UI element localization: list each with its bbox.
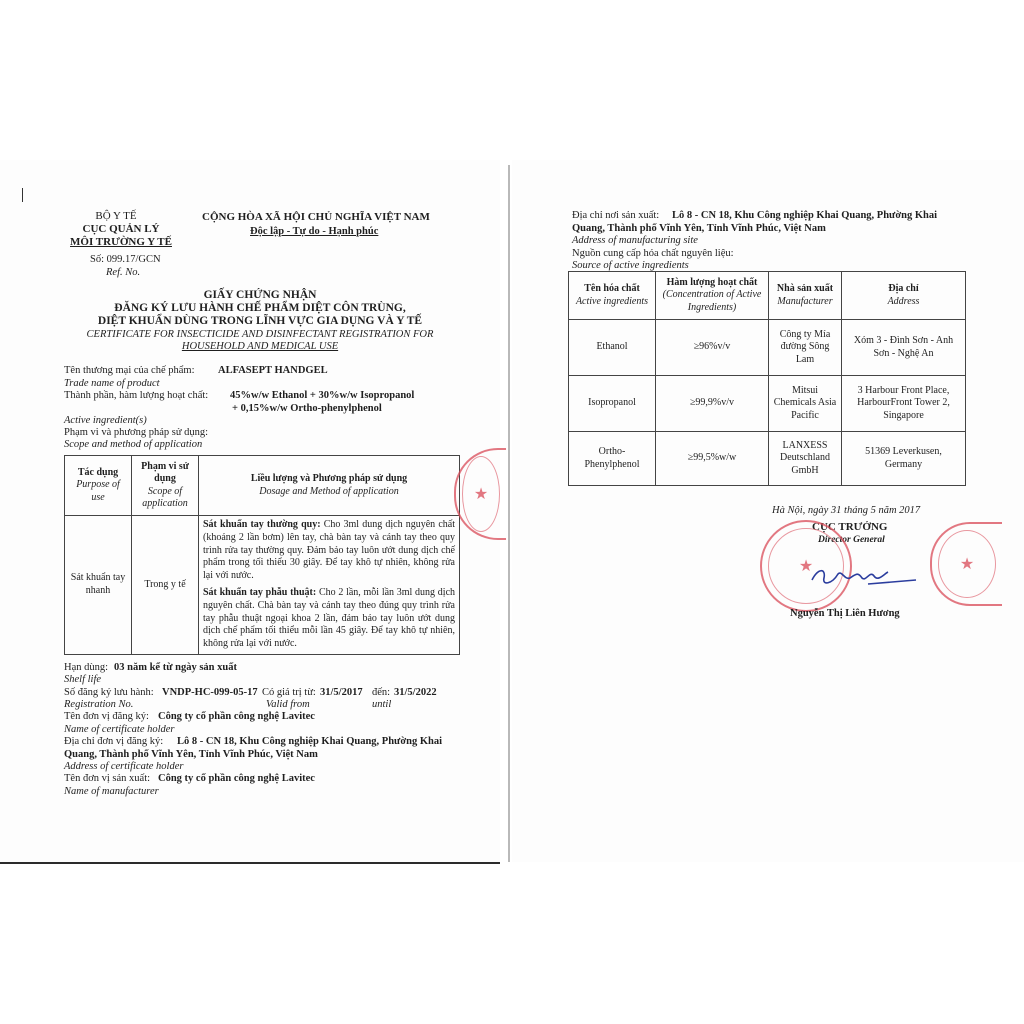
scan-edge-mark (22, 188, 23, 202)
registration-number: VNDP-HC-099-05-17 (162, 687, 258, 698)
holder-address: Lô 8 - CN 18, Khu Công nghiệp Khai Quang, Phường Khai (177, 736, 443, 747)
header-concentration-en: (Concentration of Active Ingredients) (662, 289, 762, 313)
table-header-cell (842, 272, 966, 320)
table-header-cell (656, 272, 769, 320)
reference-number: Số: 099.17/GCN (90, 254, 161, 265)
certificate-title-en: CERTIFICATE FOR INSECTICIDE AND DISINFECTANT REGISTRATION FOR (86, 329, 434, 340)
source-en: Source of active ingredients (572, 260, 689, 271)
trade-name-label: Tên thương mại của chế phẩm: (64, 365, 195, 376)
purpose-header-en: Purpose of use (76, 479, 120, 503)
header-manufacturer-en: Manufacturer (777, 295, 833, 307)
certificate-title-en-line-2: HOUSEHOLD AND MEDICAL USE (181, 341, 339, 352)
certificate-title-line-2: ĐĂNG KÝ LƯU HÀNH CHẾ PHẨM DIỆT CÔN TRÙNG, (114, 302, 406, 314)
header-ingredient-en: Active ingredients (575, 295, 649, 307)
valid-from-en: Valid from (266, 699, 310, 710)
ingredients-value-line-2: + 0,15%w/w Ortho-phenylphenol (232, 403, 382, 414)
ingredient-address: 3 Harbour Front Place, HarbourFront Tower 2, Singapore (842, 376, 966, 432)
header-manufacturer: Nhà sản xuất (776, 283, 834, 294)
trade-name-value: ALFASEPT HANDGEL (218, 365, 328, 376)
site-address: Lô 8 - CN 18, Khu Công nghiệp Khai Quang, Phường Khai (672, 210, 938, 221)
signer-title: CỤC TRƯỞNG (812, 521, 888, 533)
holder-address-en: Address of certificate holder (64, 761, 184, 772)
ingredient-manufacturer: LANXESS Deutschland GmbH (769, 432, 842, 486)
header-address: Địa chỉ (888, 283, 919, 294)
trade-name-en: Trade name of product (64, 378, 160, 389)
certificate-title: GIẤY CHỨNG NHẬN (203, 289, 317, 301)
manufacturer-value: Công ty cổ phần công nghệ Lavitec (158, 773, 315, 784)
reference-number-en: Ref. No. (106, 267, 141, 278)
header-concentration: Hàm lượng hoạt chất (666, 276, 758, 288)
table-header-cell (199, 456, 460, 516)
purpose-cell: Sát khuẩn tay nhanh (65, 516, 132, 655)
holder-label: Tên đơn vị đăng ký: (64, 711, 149, 722)
shelf-life-value: 03 năm kể từ ngày sản xuất (114, 662, 237, 673)
shelf-life-label: Hạn dùng: (64, 662, 109, 673)
holder-address-line-2: Quang, Thành phố Vĩnh Yên, Tỉnh Vĩnh Phúc, Việt Nam (64, 749, 318, 760)
method-2-title: Sát khuẩn tay phẫu thuật: (203, 586, 317, 598)
ingredient-manufacturer: Công ty Mía đường Sông Lam (769, 320, 842, 376)
method-1-title: Sát khuẩn tay thường quy: (203, 519, 321, 530)
registration-en: Registration No. (64, 699, 134, 710)
ingredient-name: Ortho-Phenylphenol (569, 432, 656, 486)
shelf-life-en: Shelf life (64, 674, 102, 685)
valid-until-en: until (372, 699, 392, 710)
table-row (569, 320, 966, 376)
holder-en: Name of certificate holder (64, 724, 175, 735)
national-motto: Độc lập - Tự do - Hạnh phúc (250, 226, 379, 237)
scope-table (64, 455, 460, 655)
official-seal: ★ (760, 520, 852, 612)
table-header-row (65, 456, 460, 516)
ingredient-source-table (568, 271, 966, 486)
holder-value: Công ty cổ phần công nghệ Lavitec (158, 711, 315, 722)
ingredients-label: Thành phần, hàm lượng hoạt chất: (64, 390, 209, 401)
manufacturer-label: Tên đơn vị sản xuất: (64, 773, 151, 784)
valid-from-date: 31/5/2017 (320, 687, 363, 698)
official-seal-partial: ★ (454, 448, 506, 540)
ingredient-name: Isopropanol (569, 376, 656, 432)
scope-label: Phạm vi và phương pháp sử dụng: (64, 427, 209, 438)
manufacturer-en: Name of manufacturer (64, 786, 159, 797)
department-line-2: MÔI TRƯỜNG Y TẾ (70, 236, 172, 248)
header-address-en: Address (887, 295, 920, 307)
table-row (569, 376, 966, 432)
scope-header: Phạm vi sử dụng (141, 460, 189, 484)
table-header-cell (769, 272, 842, 320)
ingredient-address: Xóm 3 - Đình Sơn - Anh Sơn - Nghệ An (842, 320, 966, 376)
scope-header-en: Scope of application (142, 485, 188, 509)
page-divider (508, 165, 510, 862)
scope-cell: Trong y tế (132, 516, 199, 655)
scope-en: Scope and method of application (64, 439, 203, 450)
signer-title-en: Director General (818, 535, 885, 545)
department-line-1: CỤC QUẢN LÝ (82, 223, 160, 235)
ingredient-name: Ethanol (569, 320, 656, 376)
signer-name: Nguyễn Thị Liên Hương (790, 608, 900, 619)
method-cell (199, 516, 460, 655)
ingredient-concentration: ≥96%v/v (656, 320, 769, 376)
site-address-en: Address of manufacturing site (572, 235, 698, 246)
valid-until-label: đến: (372, 687, 391, 698)
site-label: Địa chỉ nơi sản xuất: (572, 210, 660, 221)
ingredient-address: 51369 Leverkusen, Germany (842, 432, 966, 486)
ingredient-manufacturer: Mitsui Chemicals Asia Pacific (769, 376, 842, 432)
valid-until-date: 31/5/2022 (394, 687, 437, 698)
director-signature (808, 562, 918, 590)
ingredient-concentration: ≥99,5%w/w (656, 432, 769, 486)
purpose-header: Tác dụng (77, 466, 119, 478)
table-header-row (569, 272, 966, 320)
table-row (65, 516, 460, 655)
holder-address-label: Địa chỉ đơn vị đăng ký: (64, 736, 164, 747)
registration-label: Số đăng ký lưu hành: (64, 687, 154, 698)
method-header-en: Dosage and Method of application (259, 485, 399, 497)
official-seal-partial: ★ (930, 522, 1002, 606)
method-1-text: Cho 3ml dung dịch nguyên chất (khoảng 2 lần bơm) lên tay, chà bàn tay và cánh tay theo quy trình rửa tay thường quy. Đảm bảo tay luôn ướt dung dịch chế phẩm trong tối thiểu 30 giây. Để tay khô tự nhiên, không rửa lại với nước. (203, 519, 455, 582)
ingredients-value: 45%w/w Ethanol + 30%w/w Isopropanol (230, 390, 415, 401)
table-header-cell (569, 272, 656, 320)
header-ingredient: Tên hóa chất (584, 283, 640, 294)
method-2-text: Cho 2 lần, mỗi lần 3ml dung dịch nguyên chất. Chà bàn tay và cánh tay theo đúng quy trình rửa tay phẫu thuật ngoại khoa 2 lần, đảm bảo tay luôn ướt dung dịch chế phẩm tối thiểu mỗi lần 45 giây. Để tay khô tự nhiên, không rửa lại với nước. (203, 586, 456, 650)
certificate-title-line-3: DIỆT KHUẨN DÙNG TRONG LĨNH VỰC GIA DỤNG VÀ Y TẾ (97, 315, 423, 327)
table-header-cell (65, 456, 132, 516)
table-row (569, 432, 966, 486)
source-label: Nguồn cung cấp hóa chất nguyên liệu: (572, 248, 734, 259)
site-address-line-2: Quang, Thành phố Vĩnh Yên, Tỉnh Vĩnh Phúc, Việt Nam (572, 223, 826, 234)
ingredients-en: Active ingredient(s) (64, 415, 147, 426)
ministry-name: BỘ Y TẾ (95, 210, 137, 222)
method-header: Liều lượng và Phương pháp sử dụng (250, 473, 408, 484)
table-header-cell (132, 456, 199, 516)
valid-from-label: Có giá trị từ: (262, 687, 316, 698)
ingredient-concentration: ≥99,9%v/v (656, 376, 769, 432)
issue-date: Hà Nội, ngày 31 tháng 5 năm 2017 (772, 505, 921, 516)
republic-heading: CỘNG HÒA XÃ HỘI CHỦ NGHĨA VIỆT NAM (202, 211, 430, 223)
